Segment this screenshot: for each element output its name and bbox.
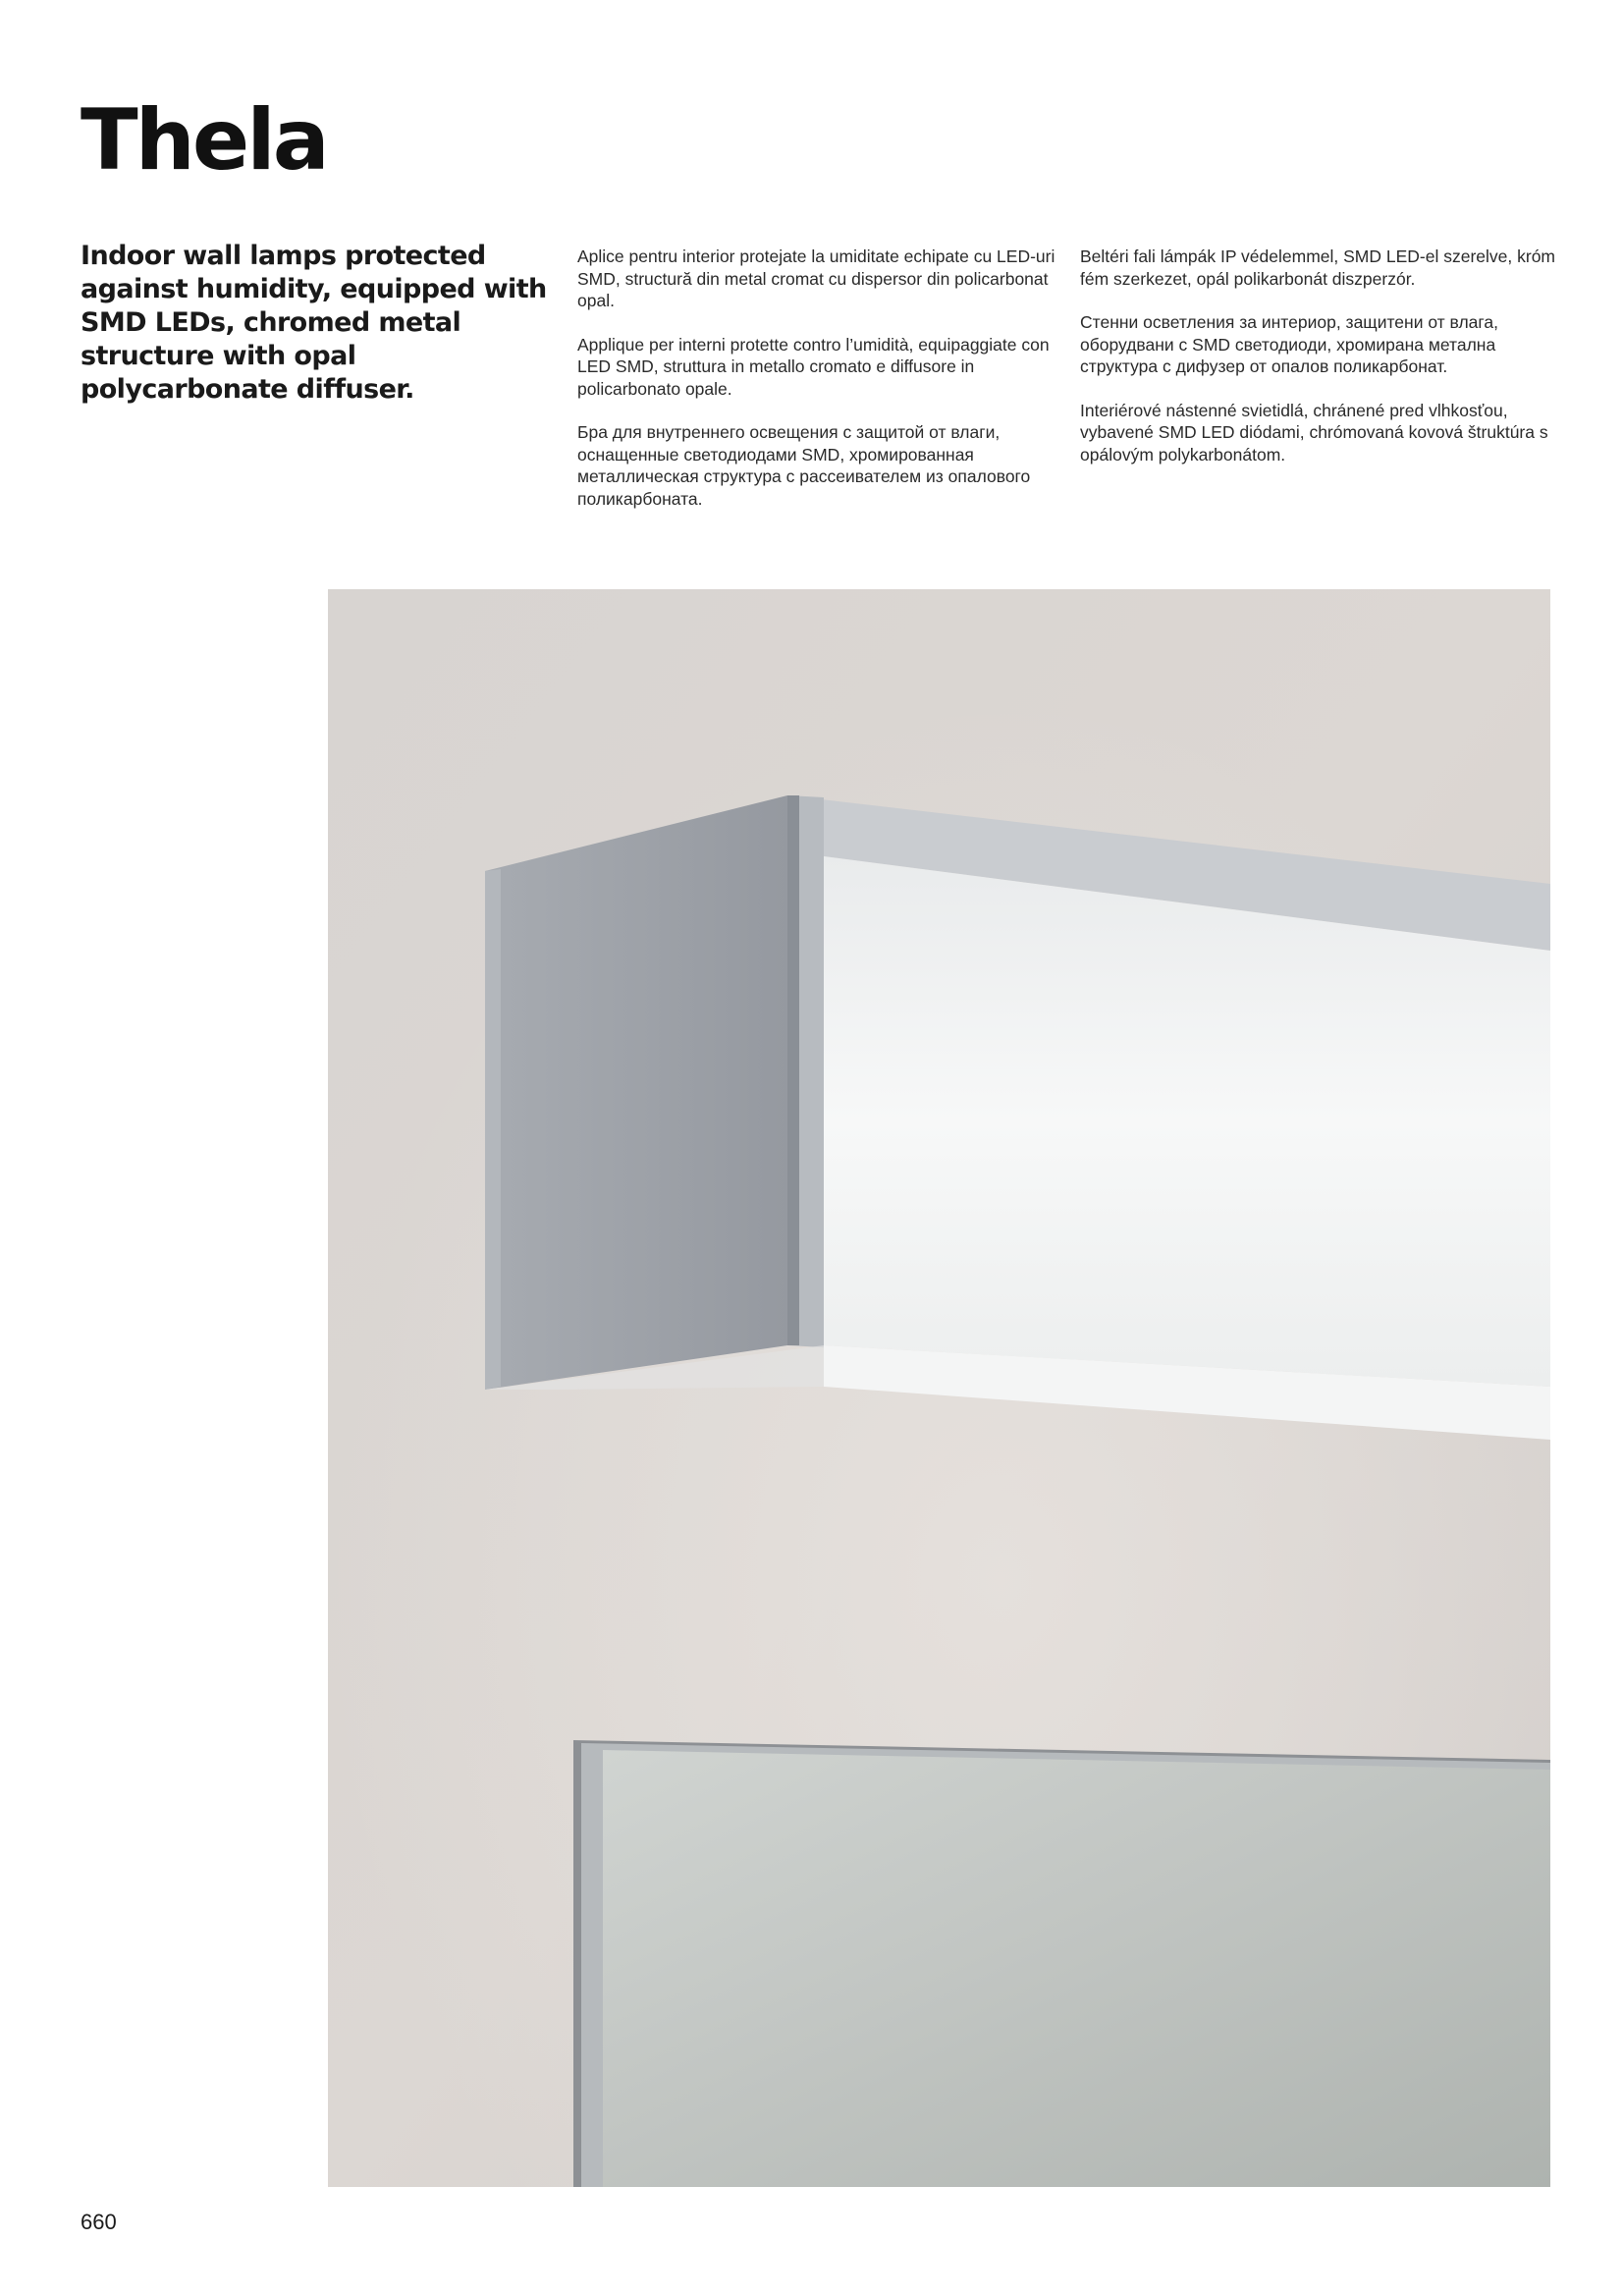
lamp-photo-illustration bbox=[328, 589, 1550, 2187]
description-russian: Бра для внутреннего освещения с защитой от влаги, оснащенные светодиодами SMD, хромированная металлическая структура с рассеивателем из опалового поликарбоната. bbox=[577, 422, 1031, 509]
description-italian: Applique per interni protette contro l’umidità, equipaggiate con LED SMD, struttura in metallo cromato e diffusore in policarbonato opale. bbox=[577, 334, 1050, 399]
description-hungarian: Beltéri fali lámpák IP védelemmel, SMD LED-el szerelve, króm fém szerkezet, opál polikarbonát diszperzór. bbox=[1080, 246, 1556, 289]
description-romanian: Aplice pentru interior protejate la umiditate echipate cu LED-uri SMD, structură din metal cromat cu dispersor din policarbonat opal. bbox=[577, 246, 1055, 310]
mirror-glass bbox=[603, 1750, 1550, 2187]
lead-description: Indoor wall lamps protected against humidity, equipped with SMD LEDs, chromed metal structure with opal polycarbonate diffuser. bbox=[81, 241, 547, 405]
description-column-1 bbox=[577, 246, 1058, 531]
product-title: Thela bbox=[81, 91, 327, 190]
page-number: 660 bbox=[81, 2210, 117, 2234]
description-column-2 bbox=[1080, 246, 1561, 487]
lamp-side-edge bbox=[485, 869, 501, 1390]
description-bulgarian: Стенни осветления за интериор, защитени от влага, оборудвани с SMD светодиоди, хромирана метална структура с дифузер от опалов поликарбонат. bbox=[1080, 312, 1498, 376]
description-slovak: Interiérové nástenné svietidlá, chránené pred vlhkosťou, vybavené SMD LED diódami, chrómovaná kovová štruktúra s opálovým polykarbonátom. bbox=[1080, 400, 1548, 465]
product-photo bbox=[328, 589, 1550, 2187]
lamp-side-panel bbox=[485, 795, 787, 1390]
lamp-frame-shadow bbox=[787, 795, 799, 1345]
